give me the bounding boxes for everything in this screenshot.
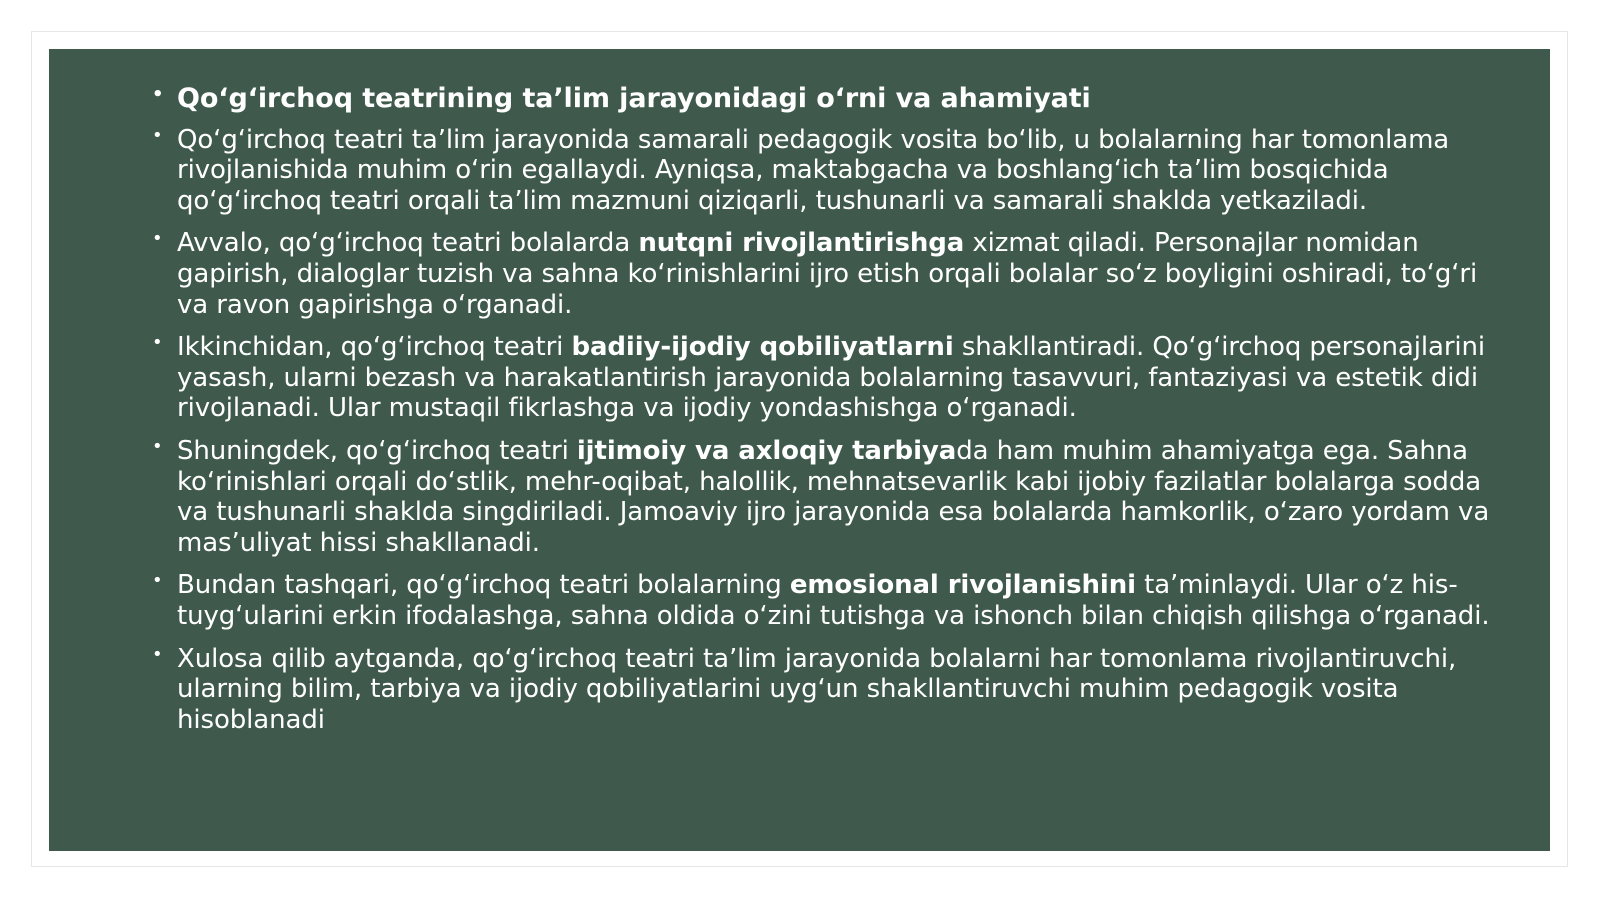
bullet-list — [152, 84, 1492, 747]
bullet-item-conclusion — [152, 644, 1492, 736]
title-text: Qo‘g‘irchoq teatrining ta’lim jarayonidagi o‘rni va ahamiyati — [177, 83, 1091, 114]
bullet-text: Bundan tashqari, qo‘g‘irchoq teatri bolalarning — [177, 570, 790, 601]
bullet-item-emotional — [152, 570, 1492, 631]
bullet-item-title — [152, 84, 1492, 115]
bullet-text: Qo‘g‘irchoq teatri ta’lim jarayonida samarali pedagogik vosita bo‘lib, u bolalarning har tomonlama rivojlanishida muhim o‘rin egallaydi. Ayniqsa, maktabgacha va boshlang‘ich ta’lim bosqichida qo‘g‘irchoq teatri orqali ta’lim mazmuni qiziqarli, tushunarli va samarali shaklda yetkaziladi. — [177, 124, 1450, 216]
bullet-text: ta’minlaydi. Ular o‘z his-tuyg‘ularini erkin ifodalashga, sahna oldida o‘zini tutishga va ishonch bilan chiqish qilishga o‘rganadi. — [177, 570, 1490, 631]
bullet-text: xizmat qiladi. Personajlar nomidan gapirish, dialoglar tuzish va sahna ko‘rinishlarini ijro etish orqali bolalar so‘z boyligini oshiradi, to‘g‘ri va ravon gapirishga o‘rganadi. — [177, 228, 1478, 320]
bullet-text: Shuningdek, qo‘g‘irchoq teatri — [177, 435, 577, 466]
bullet-bold-text: badiiy-ijodiy qobiliyatlarni — [571, 332, 954, 363]
bullet-text: Ikkinchidan, qo‘g‘irchoq teatri — [177, 332, 572, 363]
bullet-item-speech — [152, 228, 1492, 320]
bullet-text: Xulosa qilib aytganda, qo‘g‘irchoq teatri ta’lim jarayonida bolalarni har tomonlama rivojlantiruvchi, ularning bilim, tarbiya va ijodiy qobiliyatlarini uyg‘un shakllantiruvchi muhim pedagogik vosita hisoblanadi — [177, 643, 1457, 735]
bullet-bold-text: nutqni rivojlantirishga — [638, 228, 965, 259]
bullet-bold-text: emosional rivojlanishini — [789, 570, 1136, 601]
bullet-item-intro — [152, 125, 1492, 217]
bullet-item-creative — [152, 332, 1492, 424]
bullet-text: shakllantiradi. Qo‘g‘irchoq personajlarini yasash, ularni bezash va harakatlantirish jarayonida bolalarning tasavvuri, fantaziyasi va estetik didi rivojlanadi. Ular mustaqil fikrlashga va ijodiy yondashishga o‘rganadi. — [177, 332, 1486, 424]
slide — [49, 49, 1550, 851]
bullet-item-social — [152, 436, 1492, 558]
bullet-text: Avvalo, qo‘g‘irchoq teatri bolalarda — [177, 228, 639, 259]
bullet-text: da ham muhim ahamiyatga ega. Sahna ko‘rinishlari orqali do‘stlik, mehr-oqibat, halollik, mehnatsevarlik kabi ijobiy fazilatlar bolalarga sodda va tushunarli shaklda singdiriladi. Jamoaviy ijro jarayonida esa bolalarda hamkorlik, o‘zaro yordam va mas’uliyat hissi shakllanadi. — [177, 435, 1490, 558]
bullet-bold-text: ijtimoiy va axloqiy tarbiya — [576, 435, 957, 466]
